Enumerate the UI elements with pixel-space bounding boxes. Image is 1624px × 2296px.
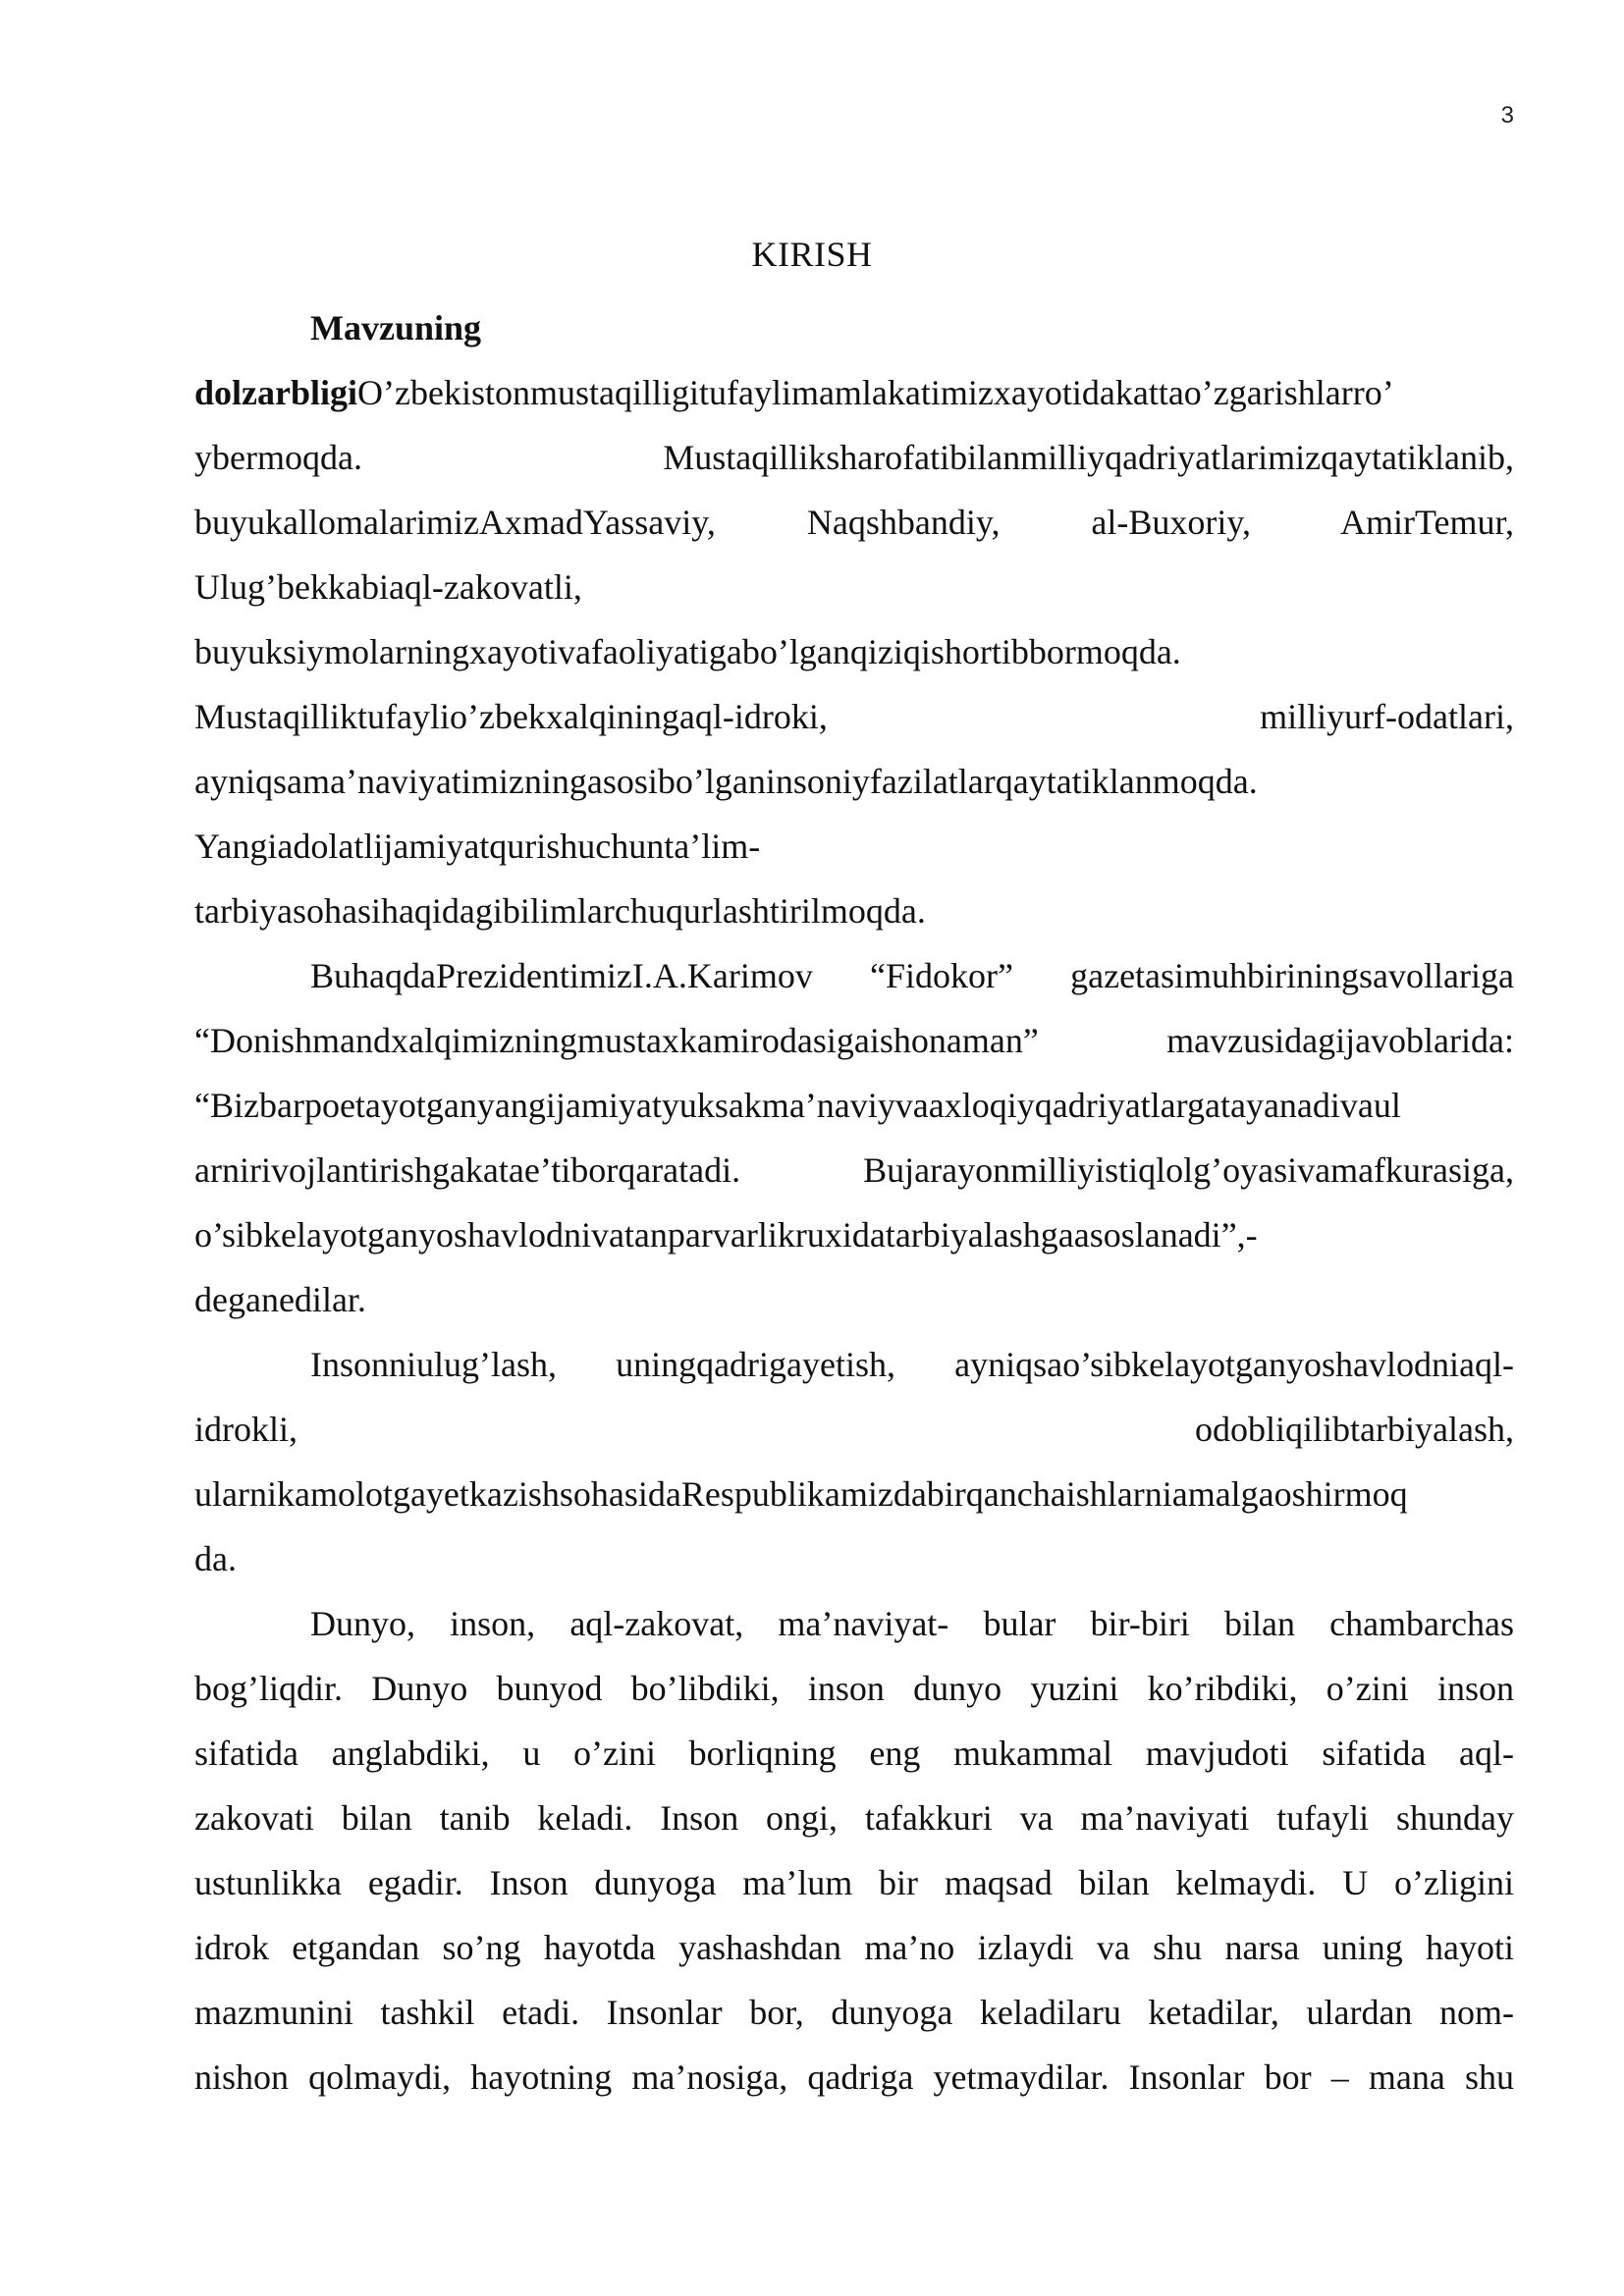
- page-number: 3: [1500, 102, 1514, 129]
- bold-term: dolzarbligi: [194, 373, 358, 412]
- text-line: da.: [194, 1539, 237, 1578]
- text-line: bog’liqdir. Dunyo bunyod bo’libdiki, inson dunyo yuzini ko’ribdiki, o’zini inson: [194, 1669, 1514, 1708]
- text-line: ayniqsama’naviyatimizningasosibo’lganinsoniyfazilatlarqaytatiklanmoqda.: [194, 762, 1258, 801]
- text-line: “Donishmandxalqimizningmustaxkamirodasigaishonaman” mavzusidagijavoblarida:: [194, 1021, 1514, 1060]
- text-line: “Bizbarpoetayotganyangijamiyatyuksakma’naviyvaaxloqiyqadriyatlargatayanadivaul: [194, 1086, 1401, 1125]
- text-line: Yangiadolatlijamiyatqurishuchunta’lim-: [194, 827, 761, 866]
- text-line: Mavzuning: [310, 308, 482, 347]
- text-line: ustunlikka egadir. Inson dunyoga ma’lum bir maqsad bilan kelmaydi. U o’zligini: [194, 1863, 1514, 1902]
- text-line: ularnikamolotgayetkazishsohasidaRespublikamizdabirqanchaishlarniamalgaoshirmoq: [194, 1474, 1408, 1514]
- text-line: tarbiyasohasihaqidagibilimlarchuqurlashtirilmoqda.: [194, 891, 926, 931]
- text-line: sifatida anglabdiki, u o’zini borliqning eng mukammal mavjudoti sifatida aql-: [194, 1734, 1514, 1773]
- text-line: zakovati bilan tanib keladi. Inson ongi, tafakkuri va ma’naviyati tufayli shunday: [194, 1798, 1514, 1838]
- text-line: Mustaqilliktufaylio’zbekxalqiningaql-idroki, milliyurf-odatlari,: [194, 697, 1514, 736]
- text-line: mazmunini tashkil etadi. Insonlar bor, dunyoga keladilaru ketadilar, ulardan nom-: [194, 1993, 1514, 2032]
- text-line-rest: O’zbekistonmustaqilligitufaylimamlakatimizxayotidakattao’zgarishlarro’: [357, 373, 1394, 412]
- text-line: Dunyo, inson, aql-zakovat, ma’naviyat- bular bir-biri bilan chambarchas: [310, 1604, 1514, 1643]
- text-line: ybermoqda. Mustaqilliksharofatibilanmilliyqadriyatlarimizqaytatiklanib,: [194, 438, 1514, 477]
- text-line: arnirivojlantirishgakatae’tiborqaratadi. Bujarayonmilliyistiqlolg’oyasivamafkurasiga,: [194, 1150, 1514, 1190]
- section-heading: KIRISH: [751, 235, 873, 274]
- text-line: buyuksiymolarningxayotivafaoliyatigabo’lganqiziqishortibbormoqda.: [194, 632, 1181, 671]
- text-line: Insonniulug’lash, uningqadrigayetish, ayniqsao’sibkelayotganyoshavlodniaql-: [310, 1345, 1514, 1384]
- text-line: deganedilar.: [194, 1280, 366, 1319]
- text-line: idrok etgandan so’ng hayotda yashashdan ma’no izlaydi va shu narsa uning hayoti: [194, 1928, 1514, 1967]
- text-line: Ulug’bekkabiaql-zakovatli,: [194, 567, 582, 607]
- text-line: BuhaqdaPrezidentimizI.A.Karimov “Fidokor” gazetasimuhbiriningsavollariga: [310, 956, 1514, 995]
- text-line: nishon qolmaydi, hayotning ma’nosiga, qadriga yetmaydilar. Insonlar bor – mana shu: [194, 2057, 1514, 2097]
- text-line: o’sibkelayotganyoshavlodnivatanparvarlikruxidatarbiyalashgaasoslanadi”,-: [194, 1215, 1258, 1255]
- text-line: [194, 369, 1514, 416]
- text-line: buyukallomalarimizAxmadYassaviy, Naqshbandiy, al-Buxoriy, AmirTemur,: [194, 503, 1514, 542]
- text-line: idrokli, odobliqilibtarbiyalash,: [194, 1410, 1514, 1449]
